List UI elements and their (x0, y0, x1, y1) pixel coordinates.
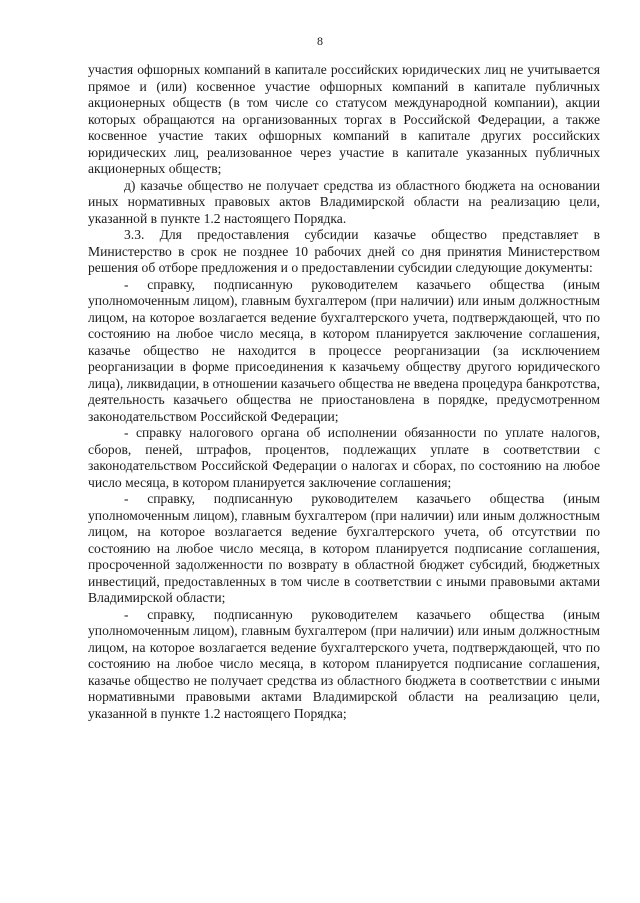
paragraph-tax-certificate: - справку налогового органа об исполнении обязанности по уплате налогов, сборов, пеней, штрафов, процентов, подлежащих уплате в соответствии с законодательством Российской Федерации о налогах и сборах, по состоянию на любое число месяца, в котором планируется заключение соглашения; (88, 425, 600, 490)
paragraph-item-d: д) казачье общество не получает средства из областного бюджета на основании иных нормативных правовых актов Владимирской области на реализацию цели, указанной в пункте 1.2 настоящего Порядка. (88, 177, 600, 226)
page-number: 8 (317, 34, 323, 48)
paragraph-funding-certificate: - справку, подписанную руководителем казачьего общества (иным уполномоченным лицом), главным бухгалтером (при наличии) или иным должностным лицом, на которое возлагается ведение бухгалтерского учета, подтверждающей, что по состоянию на любое число месяца, в котором планируется подписание соглашения, казачье общество не получает средства из областного бюджета в соответствии с иными нормативными правовыми актами Владимирской области на реализацию цели, указанной в пункте 1.2 настоящего Порядка; (88, 606, 600, 721)
paragraph-3-3: 3.3. Для предоставления субсидии казачье общество представляет в Министерство в срок не позднее 10 рабочих дней со дня принятия Министерством решения об отборе предложения и о предоставлении субсидии следующие документы: (88, 227, 600, 275)
document-body (88, 62, 600, 722)
paragraph-offshore-continuation: участия офшорных компаний в капитале российских юридических лиц не учитывается прямое и (или) косвенное участие офшорных компаний в капитале публичных акционерных обществ (в том числе со статусом международной компании), акции которых обращаются на организованных торгах в Российской Федерации, а также косвенное участие таких офшорных компаний в капитале других российских юридических лиц, реализованное через участие в капитале указанных публичных акционерных обществ; (88, 62, 600, 176)
paragraph-reorganization-certificate: - справку, подписанную руководителем казачьего общества (иным уполномоченным лицом), главным бухгалтером (при наличии) или иным должностным лицом, на которое возлагается ведение бухгалтерского учета, подтверждающей, что по состоянию на любое число месяца, в котором планируется заключение соглашения, казачье общество не находится в процессе реорганизации (за исключением реорганизации в форме присоединения к казачьему обществу другого юридического лица), ликвидации, в отношении казачьего общества не введена процедура банкротства, деятельность казачьего общества не приостановлена в порядке, предусмотренном законодательством Российской Федерации; (88, 276, 600, 424)
paragraph-debt-certificate: - справку, подписанную руководителем казачьего общества (иным уполномоченным лицом), главным бухгалтером (при наличии) или иным должностным лицом, на которое возлагается ведение бухгалтерского учета, об отсутствии по состоянию на любое число месяца, в котором планируется подписание соглашения, просроченной задолженности по возврату в областной бюджет субсидий, бюджетных инвестиций, предоставленных в том числе в соответствии с иными правовыми актами Владимирской области; (88, 491, 600, 605)
